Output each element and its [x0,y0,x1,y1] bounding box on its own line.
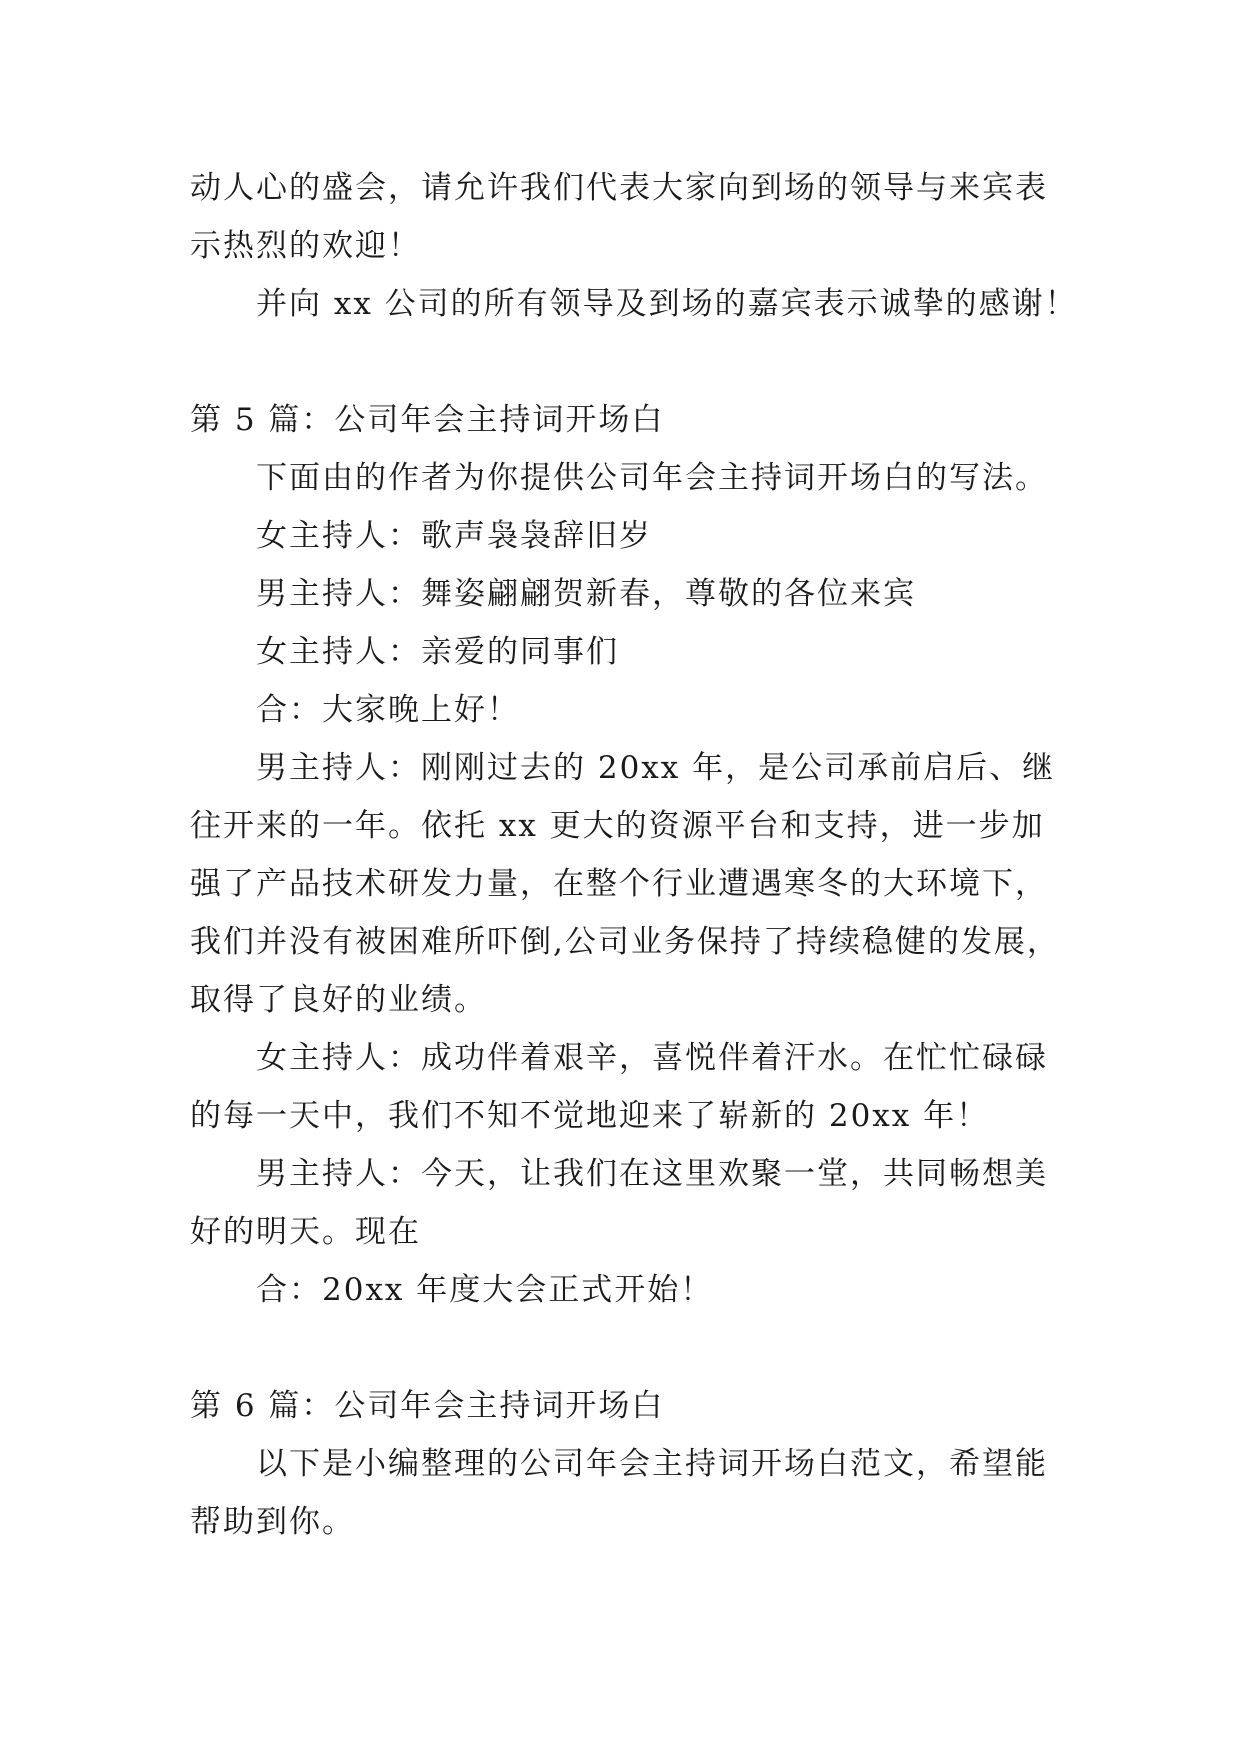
paragraph-line: 取得了良好的业绩。 [190,982,487,1018]
section-heading: 第 6 篇：公司年会主持词开场白 [190,1388,665,1424]
section-heading: 第 5 篇：公司年会主持词开场白 [190,402,665,438]
paragraph-line: 示热烈的欢迎！ [190,228,421,264]
dialogue-line: 女主持人：亲爱的同事们 [256,634,619,670]
dialogue-line: 男主持人：刚刚过去的 20xx 年，是公司承前启后、继 [256,750,1056,786]
paragraph-line: 以下是小编整理的公司年会主持词开场白范文，希望能 [256,1446,1048,1482]
paragraph-line: 我们并没有被困难所吓倒,公司业务保持了持续稳健的发展， [190,924,1060,960]
paragraph-line: 往开来的一年。依托 xx 更大的资源平台和支持，进一步加 [190,808,1045,844]
dialogue-line: 合：大家晚上好！ [256,692,520,728]
paragraph-line: 下面由的作者为你提供公司年会主持词开场白的写法。 [256,460,1048,496]
paragraph-line: 并向 xx 公司的所有领导及到场的嘉宾表示诚挚的感谢！ [256,286,1078,322]
dialogue-line: 合：20xx 年度大会正式开始！ [256,1272,714,1308]
dialogue-line: 男主持人：舞姿翩翩贺新春，尊敬的各位来宾 [256,576,916,612]
paragraph-line: 帮助到你。 [190,1504,355,1540]
paragraph-line: 动人心的盛会，请允许我们代表大家向到场的领导与来宾表 [190,170,1048,206]
paragraph-line: 好的明天。现在 [190,1214,421,1250]
dialogue-line: 女主持人：歌声袅袅辞旧岁 [256,518,652,554]
dialogue-line: 女主持人：成功伴着艰辛，喜悦伴着汗水。在忙忙碌碌 [256,1040,1048,1076]
paragraph-line: 的每一天中，我们不知不觉地迎来了崭新的 20xx 年！ [190,1098,990,1134]
dialogue-line: 男主持人：今天，让我们在这里欢聚一堂，共同畅想美 [256,1156,1048,1192]
paragraph-line: 强了产品技术研发力量，在整个行业遭遇寒冬的大环境下， [190,866,1048,902]
